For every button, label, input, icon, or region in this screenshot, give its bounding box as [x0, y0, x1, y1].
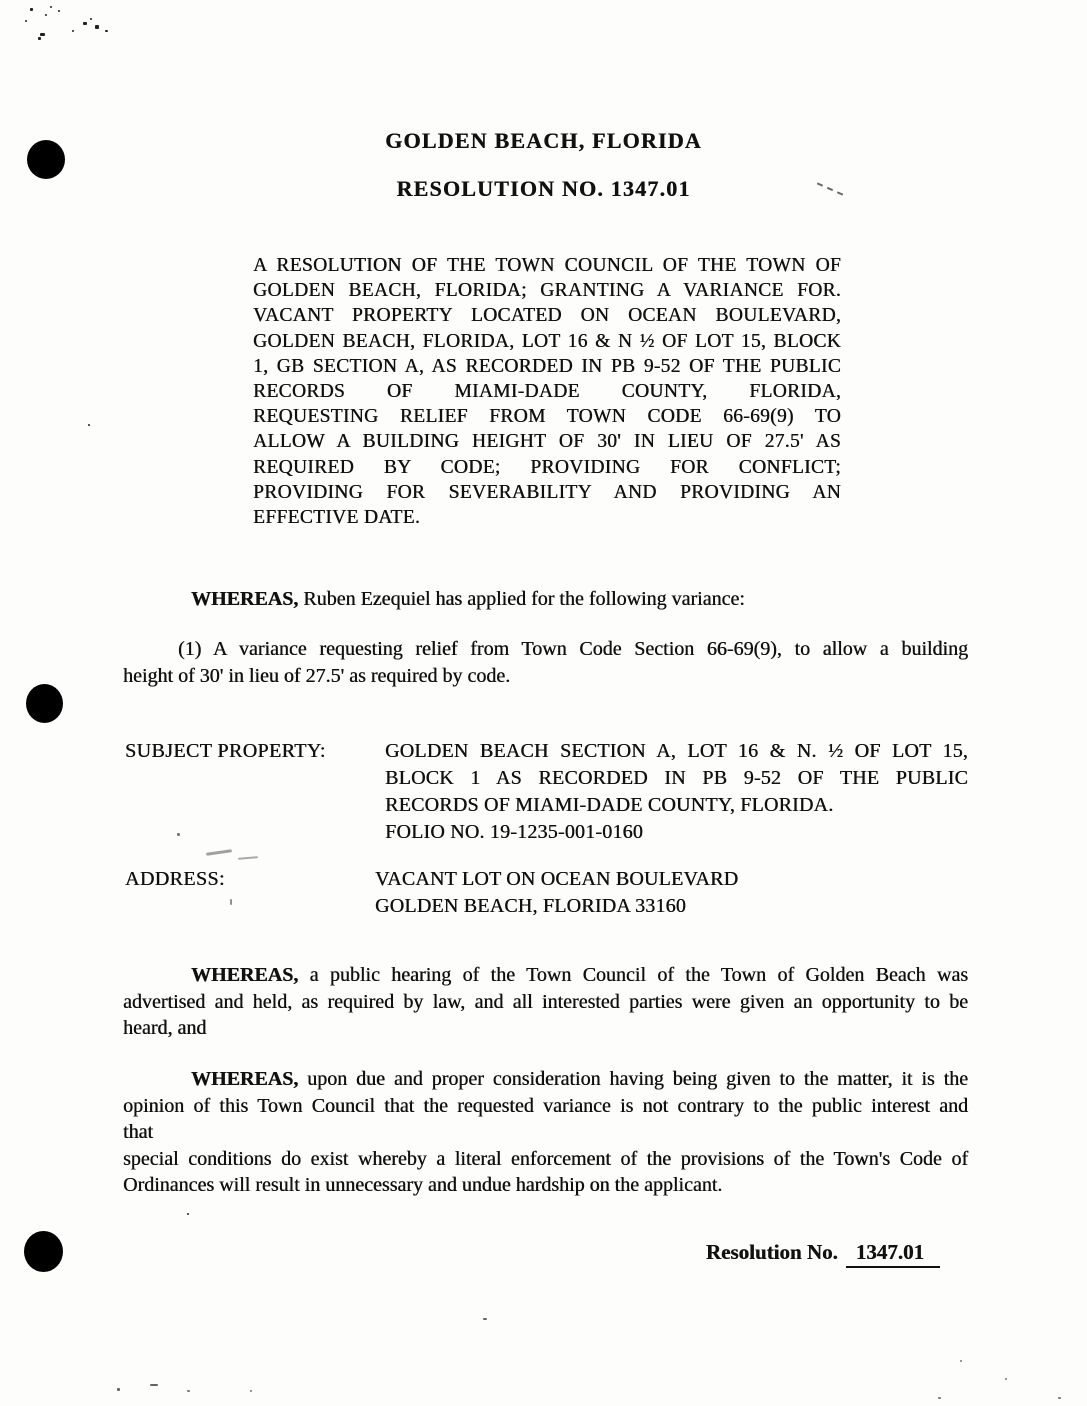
subject-property-line: FOLIO NO. 19-1235-001-0160 [385, 821, 643, 843]
address-line: GOLDEN BEACH, FLORIDA 33160 [375, 895, 686, 917]
scan-noise [88, 424, 90, 426]
scan-noise [83, 22, 87, 25]
scan-noise [58, 10, 60, 12]
address-value [375, 866, 965, 920]
whereas-keyword: WHEREAS, [191, 588, 299, 610]
scan-noise [40, 33, 45, 36]
whereas-applied-text: Ruben Ezequiel has applied for the following variance: [298, 588, 745, 610]
scan-noise [187, 1390, 190, 1392]
variance-item-line: (1) A variance requesting relief from Town Code Section 66-69(9), to allow a building [178, 638, 968, 660]
variance-item [123, 636, 968, 689]
caption-line: PROVIDING FOR SEVERABILITY AND PROVIDING AN [253, 481, 841, 503]
scan-noise [72, 30, 74, 32]
whereas-keyword: WHEREAS, [191, 964, 299, 986]
paragraph-text: a public hearing of the Town Council of the Town of Golden Beach was [298, 964, 968, 986]
caption-line: A RESOLUTION OF THE TOWN COUNCIL OF THE TOWN OF [253, 255, 841, 276]
address-line: VACANT LOT ON OCEAN BOULEVARD [375, 868, 739, 890]
subject-property-line: BLOCK 1 AS RECORDED IN PB 9-52 OF THE PUBLIC [385, 767, 968, 789]
footer-resolution-value: 1347.01 [846, 1240, 940, 1268]
footer-resolution-label: Resolution No. [705, 1240, 838, 1264]
scan-noise [25, 20, 27, 22]
scan-noise [117, 1388, 120, 1391]
paragraph-line: that [123, 1121, 153, 1143]
whereas-hearing-paragraph [123, 962, 968, 1042]
scan-noise [177, 833, 180, 836]
scan-smudge [238, 856, 258, 860]
caption-line: 1, GB SECTION A, AS RECORDED IN PB 9-52 OF THE PUBLIC [253, 355, 841, 377]
scan-smudge [206, 849, 232, 856]
footer-resolution-number [706, 1240, 940, 1268]
scan-noise [1005, 1378, 1007, 1380]
paragraph-line: heard, and [123, 1017, 207, 1039]
hole-punch-mark-middle [26, 684, 63, 723]
whereas-consideration-paragraph [123, 1066, 968, 1199]
caption-line: RECORDS OF MIAMI-DADE COUNTY, FLORIDA, [253, 381, 841, 403]
scan-noise [38, 37, 41, 40]
paragraph-line: opinion of this Town Council that the requested variance is not contrary to the public interest and [123, 1094, 968, 1117]
resolution-number-heading: RESOLUTION NO. 1347.01 [396, 176, 691, 201]
hole-punch-mark-bottom [24, 1231, 63, 1272]
paragraph-line [123, 1066, 968, 1093]
caption-line: REQUESTING RELIEF FROM TOWN CODE 66-69(9) TO [253, 406, 841, 428]
caption-line: EFFECTIVE DATE. [253, 507, 420, 529]
caption-line: REQUIRED BY CODE; PROVIDING FOR CONFLICT; [253, 456, 841, 478]
document-title: GOLDEN BEACH, FLORIDA [385, 128, 702, 153]
subject-property-line: RECORDS OF MIAMI-DADE COUNTY, FLORIDA. [385, 794, 834, 816]
caption-line: GOLDEN BEACH, FLORIDA, LOT 16 & N ½ OF LOT 15, BLOCK [253, 330, 841, 352]
scan-noise [45, 14, 47, 16]
scan-noise [150, 1384, 158, 1386]
paragraph-line: Ordinances will result in unnecessary and undue hardship on the applicant. [123, 1174, 723, 1196]
paragraph-line: advertised and held, as required by law, and all interested parties were given an opportunity to be [123, 990, 968, 1013]
scan-noise [105, 30, 108, 32]
whereas-keyword: WHEREAS, [191, 1068, 299, 1090]
caption-line: GOLDEN BEACH, FLORIDA; GRANTING A VARIANCE FOR. [253, 280, 841, 302]
scan-noise [187, 1213, 189, 1215]
variance-item-line: height of 30' in lieu of 27.5' as required by code. [123, 664, 511, 687]
scan-noise [230, 899, 232, 905]
scan-noise [938, 1397, 941, 1399]
scan-noise [483, 1318, 487, 1320]
scan-noise [50, 6, 52, 8]
scan-noise [90, 18, 92, 20]
address-label: ADDRESS: [125, 868, 225, 890]
paragraph-line [123, 962, 968, 989]
scan-noise [1058, 1397, 1061, 1399]
paragraph-text: upon due and proper consideration having being given to the matter, it is the [298, 1068, 968, 1090]
caption-line: VACANT PROPERTY LOCATED ON OCEAN BOULEVARD, [253, 305, 841, 327]
scan-noise [95, 25, 99, 29]
whereas-applied-paragraph [123, 586, 968, 613]
resolution-caption-block [253, 253, 841, 530]
subject-property-value [385, 738, 968, 846]
subject-property-line: GOLDEN BEACH SECTION A, LOT 16 & N. ½ OF LOT 15, [385, 740, 968, 762]
scan-noise [30, 8, 33, 11]
caption-line: ALLOW A BUILDING HEIGHT OF 30' IN LIEU OF 27.5' AS [253, 431, 841, 453]
paragraph-line: special conditions do exist whereby a literal enforcement of the provisions of the Town's Code of [123, 1147, 968, 1170]
subject-property-label: SUBJECT PROPERTY: [125, 740, 326, 762]
scan-noise [960, 1360, 962, 1362]
scan-noise [250, 1390, 252, 1392]
